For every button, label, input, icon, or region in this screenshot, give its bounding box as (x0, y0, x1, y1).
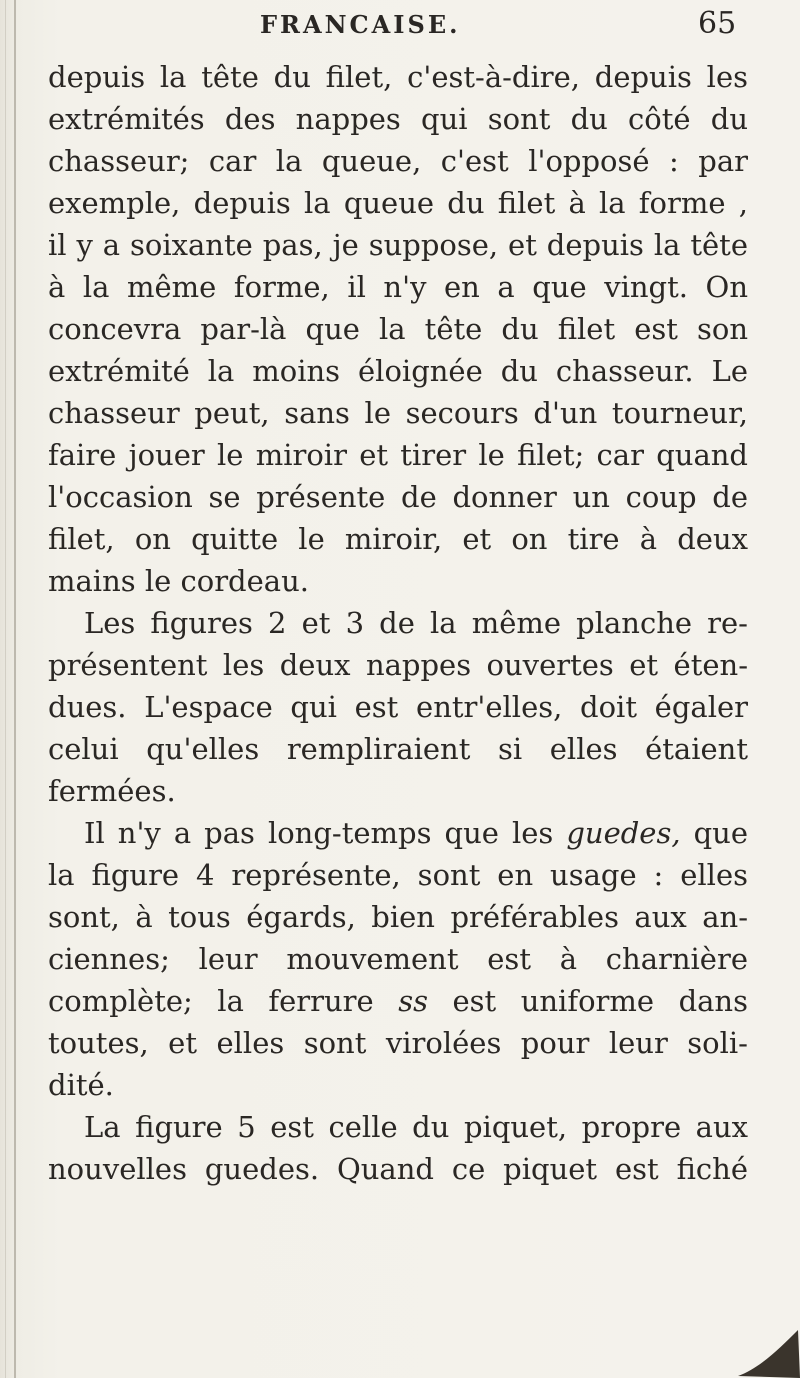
text-line: nouvelles guedes. Quand ce piquet est fiché (48, 1152, 748, 1186)
text-line: exemple, depuis la queue du filet à la forme , (48, 186, 748, 220)
text-line: filet, on quitte le miroir, et on tire à deux (48, 522, 748, 556)
italic-term: guedes, (566, 816, 681, 850)
text-line: sont, à tous égards, bien préférables aux an- (48, 900, 748, 934)
text-line: fermées. (48, 774, 176, 808)
text-line: faire jouer le miroir et tirer le filet; car quand (48, 438, 748, 472)
text-span: complète; la ferrure (48, 984, 399, 1018)
text-span: que (680, 816, 748, 850)
text-line: toutes, et elles sont virolées pour leur soli- (48, 1026, 748, 1060)
text-line: à la même forme, il n'y en a que vingt. On (48, 270, 748, 304)
text-line: il y a soixante pas, je suppose, et depuis la tête (48, 228, 748, 262)
text-line: présentent les deux nappes ouvertes et éten- (48, 648, 748, 682)
binding-edge (5, 0, 6, 1378)
text-line: chasseur peut, sans le secours d'un tourneur, (48, 396, 748, 430)
text-line: extrémités des nappes qui sont du côté du (48, 102, 748, 136)
text-line: la figure 4 représente, sont en usage : elles (48, 858, 748, 892)
text-line: l'occasion se présente de donner un coup de (48, 480, 748, 514)
text-line: dité. (48, 1068, 114, 1102)
text-span: est uniforme dans (427, 984, 748, 1018)
text-line (48, 980, 748, 1022)
text-line: chasseur; car la queue, c'est l'opposé : par (48, 144, 748, 178)
page-corner-mark (730, 1328, 800, 1378)
page-number: 65 (698, 6, 737, 41)
text-line: Les figures 2 et 3 de la même planche re- (84, 606, 748, 640)
text-line (48, 812, 748, 854)
italic-term: ss (398, 984, 428, 1018)
text-line: dues. L'espace qui est entr'elles, doit égaler (48, 690, 748, 724)
text-line: extrémité la moins éloignée du chasseur. Le (48, 354, 748, 388)
text-span: Il n'y a pas long-temps que les (84, 816, 567, 850)
text-line: mains le cordeau. (48, 564, 309, 598)
text-line: ciennes; leur mouvement est à charnière (48, 942, 748, 976)
text-line: concevra par-là que la tête du filet est son (48, 312, 748, 346)
binding-shadow-line (14, 0, 16, 1378)
body-text (48, 56, 748, 1190)
running-title: FRANCAISE. (260, 10, 461, 39)
text-line: celui qu'elles rempliraient si elles étaient (48, 732, 748, 766)
text-line: depuis la tête du filet, c'est-à-dire, depuis les (48, 60, 748, 94)
text-line: La figure 5 est celle du piquet, propre aux (84, 1110, 748, 1144)
